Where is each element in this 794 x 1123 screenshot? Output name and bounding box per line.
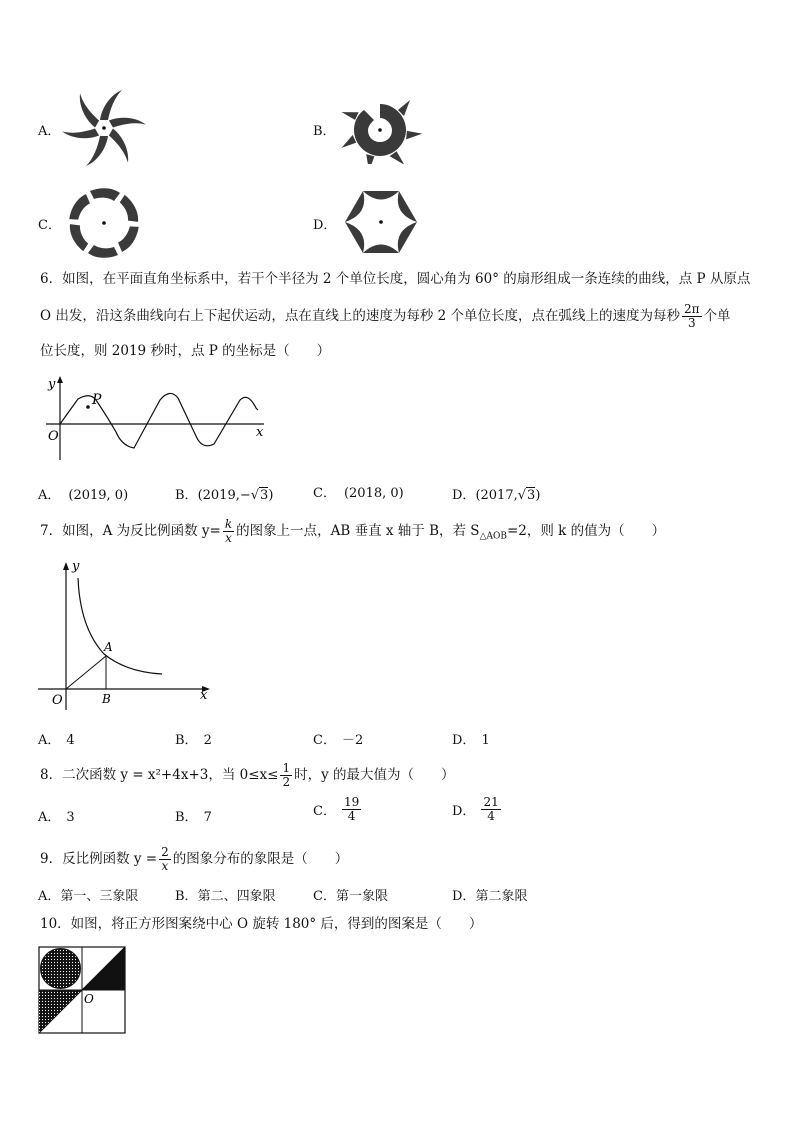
q5-option-d-label: D． — [313, 218, 337, 233]
q8-option-b-text: 7 — [203, 810, 212, 825]
q7-origin-label: O — [52, 693, 63, 708]
q6-option-b-pre: (2019,− — [197, 488, 251, 503]
q6-origin-label: O — [48, 429, 59, 444]
q6-option-d[interactable]: D．(2017,√3) — [452, 488, 541, 503]
q7-hyperbola-graph — [34, 558, 214, 714]
q8-pre: 8．二次函数 y = x²+4x+3，当 0≤x≤ — [40, 767, 279, 783]
q7-option-d-text: 1 — [481, 733, 490, 748]
q8-option-a-label: A． — [38, 810, 61, 825]
q6-line2-b: 个单 — [703, 308, 731, 324]
q8-option-c[interactable] — [313, 796, 363, 823]
q6-wave-curve — [60, 393, 258, 448]
q6-frac-den: 3 — [687, 316, 696, 330]
q8-frac-den: 2 — [282, 775, 291, 789]
q7-option-a-label: A． — [38, 733, 61, 748]
q8-option-a-text: 3 — [66, 810, 75, 825]
q7-frac-den: x — [225, 531, 232, 545]
q9-fraction — [159, 846, 171, 873]
q7-option-b-label: B． — [175, 733, 198, 748]
q9-option-b-label: B． — [175, 889, 198, 904]
q9-option-c[interactable] — [313, 885, 388, 904]
q10-center-label: O — [84, 992, 94, 1006]
q5-option-c-label: C． — [38, 218, 61, 233]
q9-pre: 9．反比例函数 y = — [40, 851, 158, 867]
q8-option-c-label: C． — [313, 804, 336, 819]
q6-option-d-pre: (2017, — [475, 488, 518, 503]
q7-post: =2，则 k 的值为（ ） — [506, 523, 666, 539]
q9-frac-den: x — [161, 859, 169, 873]
q8-option-c-den: 4 — [347, 809, 356, 823]
q6-y-arrow — [57, 376, 63, 383]
q9-post: 的图象分布的象限是（ ） — [172, 851, 349, 867]
q7-x-label: x — [200, 688, 208, 703]
q7-segment-oa — [66, 656, 106, 689]
q6-option-b-label: B． — [175, 488, 198, 503]
q7-y-label: y — [72, 559, 80, 574]
q7-hyperbola-curve — [78, 578, 162, 674]
q6-line2-a: O 出发，沿这条曲线向右上下起伏运动，点在直线上的速度为每秒 2 个单位长度，点在弧线上的速度为每秒 — [40, 308, 681, 324]
q6-option-b-post: ) — [268, 488, 274, 503]
q8-fraction — [280, 762, 292, 789]
q7-option-d[interactable] — [452, 729, 490, 748]
q8-option-c-num: 19 — [343, 795, 360, 809]
q8-option-d[interactable] — [452, 796, 503, 823]
q7-fraction — [223, 518, 234, 545]
q7-option-d-label: D． — [452, 733, 476, 748]
q9-option-d-label: D． — [452, 889, 476, 904]
q6-text-line1: 6．如图，在平面直角坐标系中，若干个半径为 2 个单位长度，圆心角为 60° 的扇形组成一条连续的曲线，点 P 从原点 — [40, 271, 751, 287]
q6-option-c-text: (2018, 0) — [343, 486, 404, 501]
q6-option-a[interactable] — [38, 484, 128, 503]
q7-mid: 的图象上一点，AB 垂直 x 轴于 B，若 S — [236, 523, 480, 539]
q10-dotted-circle — [41, 949, 81, 989]
q8-option-b[interactable] — [175, 806, 212, 825]
q6-x-label: x — [256, 425, 264, 440]
q7-text — [40, 518, 665, 547]
q5-option-a-pinwheel-figure — [62, 86, 146, 170]
q6-text-line3: 位长度，则 2019 秒时，点 P 的坐标是（ ） — [40, 343, 331, 359]
q7-option-a[interactable] — [38, 729, 75, 748]
q7-point-b-label: B — [102, 692, 111, 706]
q6-option-c[interactable] — [313, 482, 404, 501]
q5-option-b-serrated-figure — [338, 92, 422, 164]
q5-option-b-label: B． — [313, 124, 336, 139]
q10-text: 10．如图，将正方形图案绕中心 O 旋转 180° 后，得到的图案是（ ） — [40, 916, 483, 932]
q8-option-b-label: B． — [175, 810, 198, 825]
q7-y-arrow — [63, 562, 69, 570]
q8-option-d-num: 21 — [483, 795, 499, 809]
q9-option-a[interactable] — [38, 885, 138, 904]
q6-option-d-post: ) — [535, 488, 541, 503]
q7-option-c[interactable] — [313, 729, 363, 748]
q7-frac-num: k — [224, 517, 233, 531]
q6-frac-num: 2π — [684, 302, 700, 316]
q6-wave-graph — [38, 374, 274, 464]
q9-option-a-label: A． — [38, 889, 61, 904]
q7-option-a-text: 4 — [66, 733, 75, 748]
q9-option-b-text: 第二、四象限 — [197, 889, 276, 904]
q6-option-d-label: D． — [452, 488, 476, 503]
q9-option-a-text: 第一、三象限 — [60, 889, 139, 904]
q7-option-b-text: 2 — [203, 733, 212, 748]
q6-point-p — [86, 405, 90, 409]
q6-point-p-label: P — [92, 392, 102, 408]
q7-option-b[interactable] — [175, 729, 212, 748]
q7-point-a-label: A — [104, 640, 113, 654]
q7-pre: 7．如图，A 为反比例函数 y= — [40, 523, 221, 539]
q6-option-b-rad: 3 — [260, 488, 269, 503]
q6-y-label: y — [48, 377, 56, 392]
q5-option-a-label: A． — [38, 124, 61, 139]
q8-post: 时，y 的最大值为（ ） — [294, 767, 455, 783]
q8-option-a[interactable] — [38, 806, 75, 825]
q7-option-c-label: C． — [313, 733, 336, 748]
q9-text — [40, 846, 348, 873]
q5-option-c-ring-figure — [64, 184, 146, 262]
q8-text — [40, 762, 455, 789]
q9-option-d-text: 第二象限 — [475, 889, 528, 904]
q6-option-a-text: (2019, 0) — [68, 488, 129, 503]
q6-option-b[interactable]: B．(2019,−√3) — [175, 488, 274, 503]
q6-speed-fraction — [682, 303, 702, 330]
q9-frac-num: 2 — [161, 845, 169, 859]
q7-sub: △AOB — [479, 531, 507, 542]
q9-option-d[interactable] — [452, 885, 527, 904]
q10-square-pattern — [38, 946, 128, 1036]
q8-frac-num: 1 — [282, 761, 291, 775]
q5-option-d-hexagon-figure — [340, 186, 422, 258]
q6-option-c-label: C． — [313, 486, 336, 501]
q9-option-c-text: 第一象限 — [335, 889, 388, 904]
q6-text-line2 — [40, 303, 731, 330]
q6-option-a-label: A． — [38, 488, 61, 503]
q9-option-c-label: C． — [313, 889, 336, 904]
q8-option-d-label: D． — [452, 804, 476, 819]
q8-option-d-den: 4 — [487, 809, 495, 823]
q9-option-b[interactable] — [175, 885, 276, 904]
q6-option-d-rad: 3 — [527, 488, 536, 503]
q7-option-c-text: －2 — [341, 733, 364, 748]
